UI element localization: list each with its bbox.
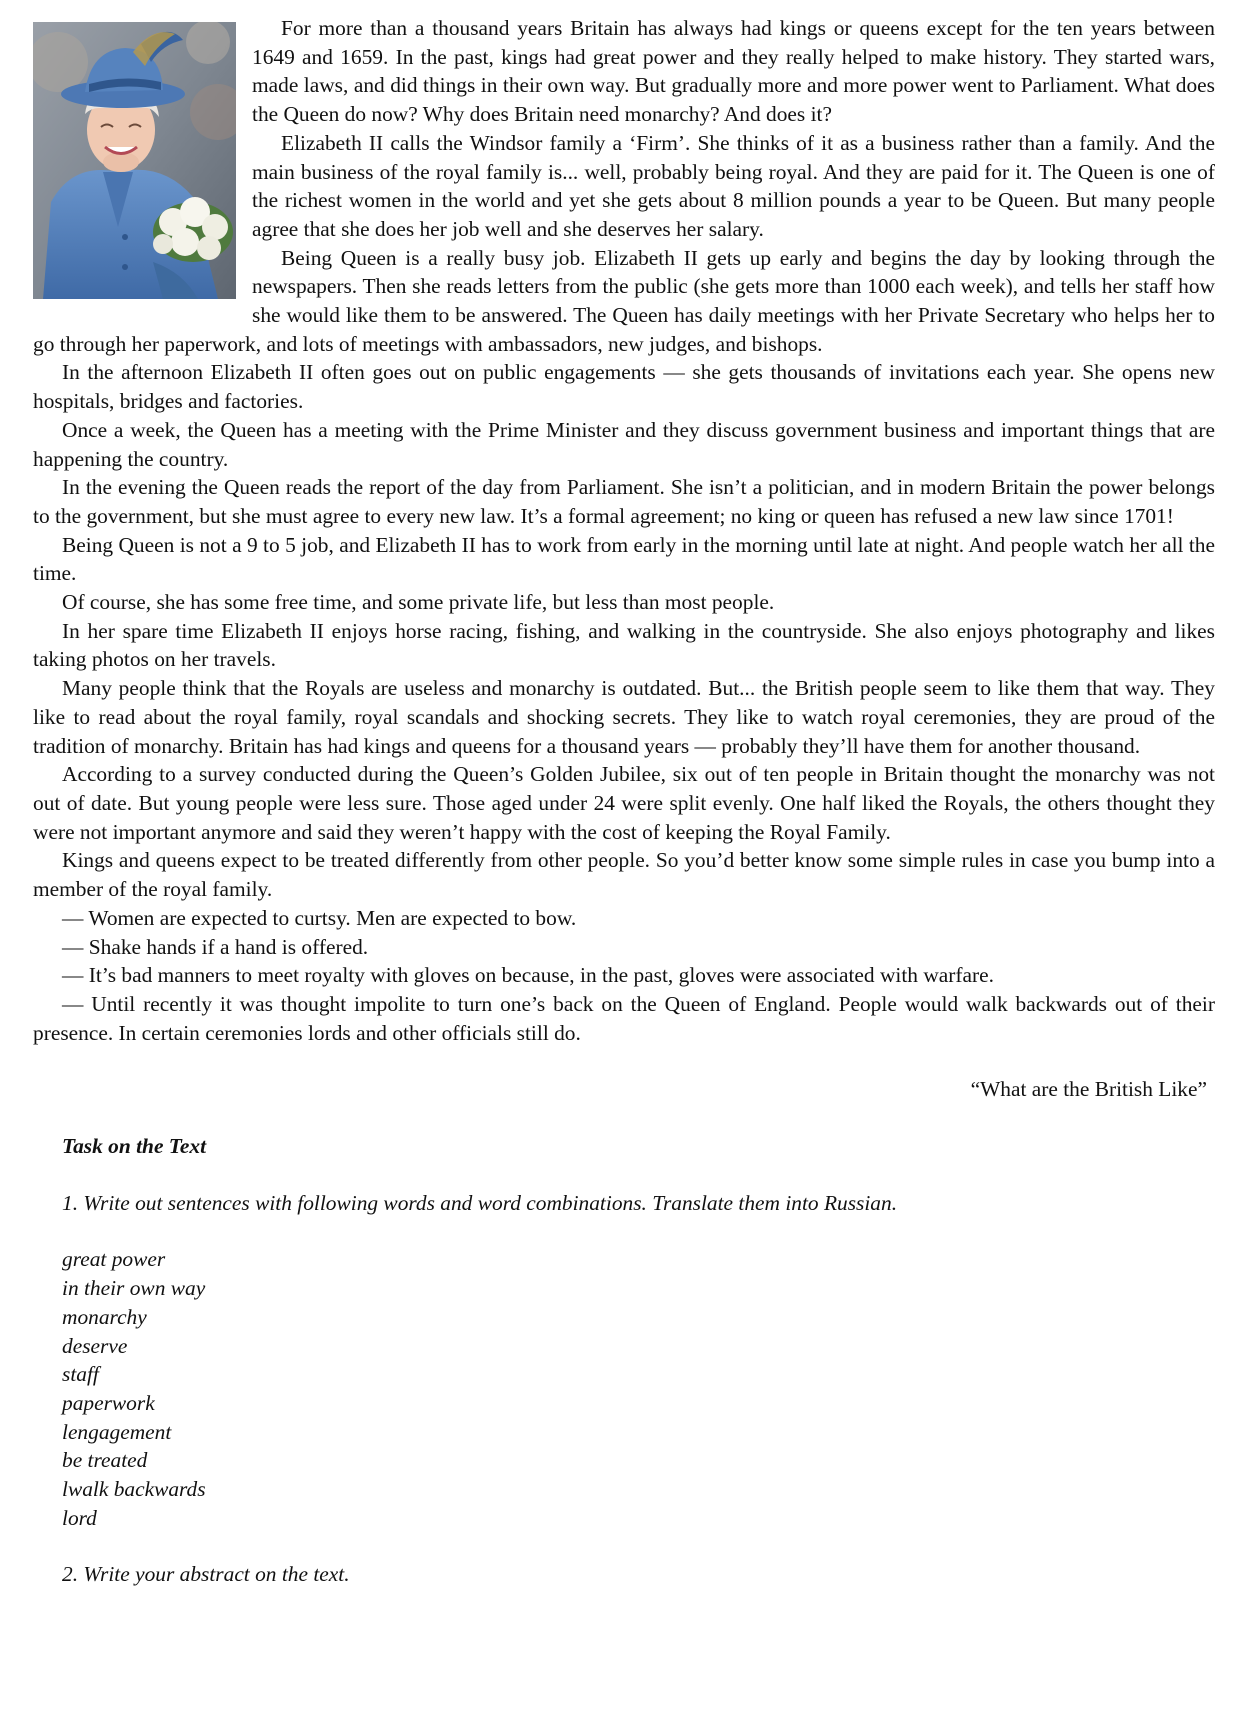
word-list-item: in their own way (62, 1276, 206, 1301)
word-list-item: lord (62, 1505, 97, 1530)
word-list (62, 1245, 1215, 1532)
paragraph: Being Queen is not a 9 to 5 job, and Elizabeth II has to work from early in the morning until late at night. And people watch her all the time. (33, 532, 1215, 586)
rule-item: — Until recently it was thought impolite to turn one’s back on the Queen of England. People would walk backwards out of their presence. In certain ceremonies lords and other officials still do. (33, 991, 1215, 1045)
paragraph: Of course, she has some free time, and some private life, but less than most people. (62, 590, 775, 615)
word-list-item: be treated (62, 1448, 148, 1473)
paragraph: For more than a thousand years Britain has always had kings or queens except for the ten years between 1649 and 1659. In the past, kings had great power and they really helped to make history. They started wars, made laws, and did things in their own way. But gradually more and more power went to Parliament. What does the Queen do now? Why does Britain need monarchy? And does it? (252, 16, 1215, 127)
source-citation: “What are the British Like” (970, 1077, 1207, 1102)
rule-item: — It’s bad manners to meet royalty with gloves on because, in the past, gloves were associated with warfare. (62, 963, 994, 988)
task-item-1: 1. Write out sentences with following words and word combinations. Translate them into Russian. (62, 1190, 898, 1215)
paragraph: In the evening the Queen reads the report of the day from Parliament. She isn’t a politician, and in modern Britain the power belongs to the government, but she must agree to every new law. It’s a formal agreement; no king or queen has refused a new law since 1701! (33, 475, 1215, 528)
rule-item: — Shake hands if a hand is offered. (62, 934, 369, 959)
queen-photo (33, 22, 236, 299)
word-list-item: great power (62, 1247, 166, 1272)
rule-item: — Women are expected to curtsy. Men are expected to bow. (62, 905, 577, 930)
paragraph: Being Queen is a really busy job. Elizabeth II gets up early and begins the day by looking through the newspapers. Then she reads letters from the public (she gets more than 1000 each week), and tells her staff how she would like them to be answered. The Queen has daily meetings with her Private Secretary who helps her to go through her paperwork, and lots of meetings with ambassadors, new judges, and bishops. (33, 245, 1215, 356)
document-page (33, 14, 1215, 1589)
paragraph: In the afternoon Elizabeth II often goes out on public engagements — she gets thousands of invitations each year. She opens new hospitals, bridges and factories. (33, 360, 1215, 414)
task-title: Task on the Text (62, 1134, 207, 1159)
paragraph: Many people think that the Royals are useless and monarchy is outdated. But... the British people seem to like them that way. They like to read about the royal family, royal scandals and shocking secrets. They like to watch royal ceremonies, they are proud of the tradition of monarchy. Britain has had kings and queens for a thousand years — probably they’ll have them for another thousand. (33, 676, 1215, 758)
task-item-2: 2. Write your abstract on the text. (62, 1562, 350, 1587)
word-list-item: monarchy (62, 1304, 147, 1329)
paragraph: According to a survey conducted during the Queen’s Golden Jubilee, six out of ten people in Britain thought the monarchy was not out of date. But young people were less sure. Those aged under 24 were split evenly. One half liked the Royals, the others thought they were not important anymore and said they weren’t happy with the cost of keeping the Royal Family. (33, 762, 1215, 844)
paragraph: Elizabeth II calls the Windsor family a ‘Firm’. She thinks of it as a business rather than a family. And the main business of the royal family is... well, probably being royal. And they are paid for it. The Queen is one of the richest women in the world and yet she gets about 8 million pounds a year to be Queen. But many people agree that she does her job well and she deserves her salary. (252, 130, 1215, 241)
word-list-item: deserve (62, 1333, 128, 1358)
word-list-item: staff (62, 1362, 99, 1387)
paragraph: Once a week, the Queen has a meeting with the Prime Minister and they discuss government business and important things that are happening the country. (33, 417, 1215, 471)
word-list-item: lwalk backwards (62, 1477, 206, 1502)
word-list-item: lengagement (62, 1419, 172, 1444)
paragraph: Kings and queens expect to be treated differently from other people. So you’d better know some simple rules in case you bump into a member of the royal family. (33, 848, 1215, 902)
word-list-item: paperwork (62, 1390, 155, 1415)
paragraph: In her spare time Elizabeth II enjoys horse racing, fishing, and walking in the countryside. She also enjoys photography and likes taking photos on her travels. (33, 618, 1215, 672)
